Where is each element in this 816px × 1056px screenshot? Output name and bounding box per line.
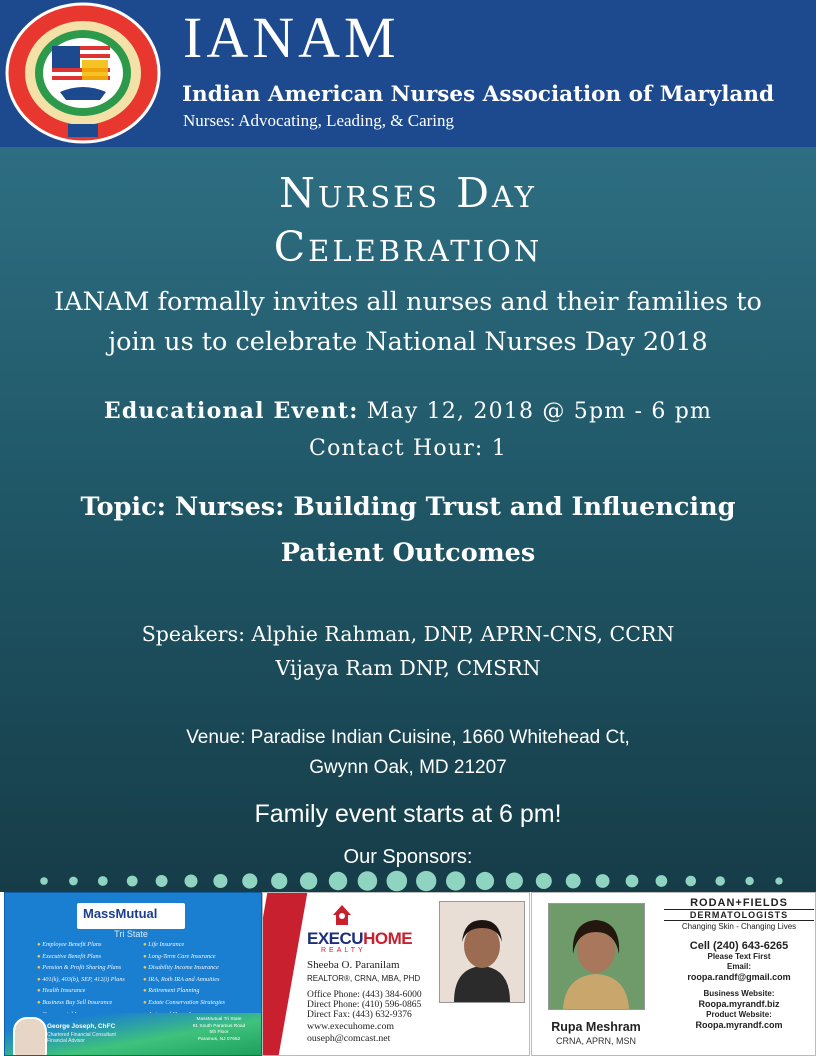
divider-dot <box>329 872 347 890</box>
address-line: 5th Floor <box>209 1030 229 1035</box>
service-item: ● Executive Benefit Plans <box>37 951 125 963</box>
divider-dot <box>626 875 639 888</box>
consultant-cell: Cell (240) 643-6265 <box>689 940 789 952</box>
divider-dot <box>213 874 227 888</box>
address-line: Paramus, NJ 07652 <box>197 1036 241 1042</box>
massmutual-brand: MassMutual <box>83 906 158 921</box>
speakers-line1: Speakers: Alphie Rahman, DNP, APRN-CNS, CCRN <box>141 622 675 646</box>
divider-dot <box>271 873 287 889</box>
agent-website: www.execuhome.com <box>307 1021 394 1032</box>
org-full-name: Indian American Nurses Association of Maryland <box>182 82 775 107</box>
agent-photo <box>439 901 525 1003</box>
massmutual-services-left <box>37 939 125 1020</box>
divider-dot <box>566 874 581 889</box>
service-item: ● Life Insurance <box>143 939 225 951</box>
product-website: Roopa.myrandf.com <box>695 1020 783 1030</box>
service-item: ● Pension & Profit Sharing Plans <box>37 962 125 974</box>
service-item: ● Employee Benefit Plans <box>37 939 125 951</box>
divider-dot <box>358 871 378 891</box>
consultant-email: roopa.randf@gmail.com <box>687 972 791 982</box>
event-title-line1: Nurses Day <box>279 169 537 217</box>
rodan-fields-brand: RODAN+FIELDS <box>690 897 788 909</box>
topic-line1: Topic: Nurses: Building Trust and Influencing <box>80 492 736 522</box>
advisor-role2: Financial Advisor <box>47 1038 85 1044</box>
event-title-line2: Celebration <box>273 223 543 271</box>
advisor-role <box>47 1032 116 1044</box>
agent-phones <box>307 990 422 1020</box>
divider-dot <box>536 873 552 889</box>
event-details-panel <box>0 147 816 892</box>
divider-dot <box>685 876 696 887</box>
execuhome-brand-b: HOME <box>363 929 413 948</box>
divider-dot <box>476 872 494 890</box>
execuhome-red-stripe <box>262 893 307 1055</box>
address-line: 81 South Paramus Road <box>192 1023 246 1029</box>
service-item: ● Retirement Planning <box>143 985 225 997</box>
org-abbreviation: IANAM <box>183 5 400 70</box>
agent-name: Sheeba O. Paranilam <box>307 959 400 971</box>
execuhome-brand-a: EXECU <box>307 929 364 948</box>
family-event-note: Family event starts at 6 pm! <box>254 800 562 828</box>
divider-dot <box>446 871 465 890</box>
divider-dot <box>745 877 753 885</box>
divider-dot <box>98 876 108 886</box>
massmutual-services-right <box>143 939 225 1020</box>
org-tagline: Nurses: Advocating, Leading, & Caring <box>183 111 455 130</box>
divider-dot <box>300 872 317 889</box>
service-item: ● Health Insurance <box>37 985 125 997</box>
service-item: ● 401(k), 403(b), SEP, 412(i) Plans <box>37 974 125 986</box>
massmutual-region: Tri State <box>114 929 148 939</box>
rodan-fields-slogan: Changing Skin - Changing Lives <box>681 922 797 931</box>
sponsor-card-rodan-fields <box>531 892 816 1056</box>
email-label: Email: <box>726 962 751 971</box>
direct-fax: Direct Fax: (443) 632-9376 <box>307 1010 412 1020</box>
divider-dot <box>156 875 168 887</box>
divider-dot <box>416 871 436 891</box>
consultant-credentials: CRNA, APRN, MSN <box>555 1036 636 1046</box>
service-item: ● Long-Term Care Insurance <box>143 951 225 963</box>
speakers-line2: Vijaya Ram DNP, CMSRN <box>275 656 541 680</box>
service-item: ● IRA, Roth IRA and Annuities <box>143 974 225 986</box>
edu-label: Educational Event: <box>103 398 359 424</box>
sponsor-card-execuhome <box>262 892 530 1056</box>
rodan-fields-subbrand: DERMATOLOGISTS <box>664 909 814 921</box>
invite-line1: IANAM formally invites all nurses and their families to <box>54 287 762 317</box>
divider-dot <box>184 874 197 887</box>
advisor-photo <box>13 1017 47 1056</box>
text-first-note: Please Text First <box>707 952 771 961</box>
association-logo <box>4 2 162 144</box>
massmutual-logo <box>77 903 185 929</box>
sponsors-strip <box>0 892 816 1056</box>
execuhome-logo <box>307 929 412 949</box>
massmutual-address <box>177 1017 261 1043</box>
divider-dot <box>775 877 782 884</box>
agent-credentials: REALTOR®, CRNA, MBA, PHD <box>307 974 421 983</box>
sponsor-card-massmutual <box>4 892 262 1056</box>
educational-event <box>0 392 816 431</box>
product-website-label: Product Website: <box>706 1010 772 1019</box>
divider-dot <box>656 875 668 887</box>
topic-line2: Patient Outcomes <box>280 538 536 568</box>
sponsors-heading: Our Sponsors: <box>343 846 473 868</box>
divider-dot <box>596 874 610 888</box>
agent-email: ouseph@comcast.net <box>307 1033 391 1044</box>
consultant-photo <box>548 903 645 1010</box>
divider-dot <box>127 876 138 887</box>
agent-contact <box>307 1021 394 1045</box>
header-banner <box>0 0 816 147</box>
invite-line2: join us to celebrate National Nurses Day 2018 <box>108 327 708 357</box>
service-item: ● Business Buy Sell Insurance <box>37 997 125 1009</box>
house-icon <box>331 903 353 927</box>
rodan-fields-info <box>664 897 814 1031</box>
service-item: ● Estate Conservation Strategies <box>143 997 225 1009</box>
divider-dot <box>69 877 78 886</box>
contact-hour: Contact Hour: 1 <box>309 436 507 461</box>
service-item: ● Disability Income Insurance <box>143 962 225 974</box>
divider-dot <box>715 876 725 886</box>
advisor-role1: Chartered Financial Consultant <box>47 1032 116 1038</box>
dot-divider <box>0 870 816 892</box>
divider-dot <box>506 872 523 889</box>
divider-dot <box>242 873 257 888</box>
office-phone: Office Phone: (443) 384-6000 <box>307 990 422 1000</box>
consultant-name: Rupa Meshram <box>551 1020 641 1034</box>
business-website-label: Business Website: <box>703 989 775 998</box>
direct-phone: Direct Phone: (410) 596-0865 <box>307 1000 422 1010</box>
execuhome-realty: REALTY <box>321 947 366 954</box>
divider-dot <box>387 871 408 892</box>
address-line: MassMutual Tri State <box>196 1017 242 1022</box>
venue-line1: Venue: Paradise Indian Cuisine, 1660 Whitehead Ct, <box>186 727 630 748</box>
advisor-name: George Joseph, ChFC <box>47 1023 116 1030</box>
venue-line2: Gwynn Oak, MD 21207 <box>309 757 507 778</box>
business-website: Roopa.myrandf.biz <box>698 999 780 1009</box>
divider-dot <box>40 877 48 885</box>
edu-value: May 12, 2018 @ 5pm - 6 pm <box>358 399 713 424</box>
